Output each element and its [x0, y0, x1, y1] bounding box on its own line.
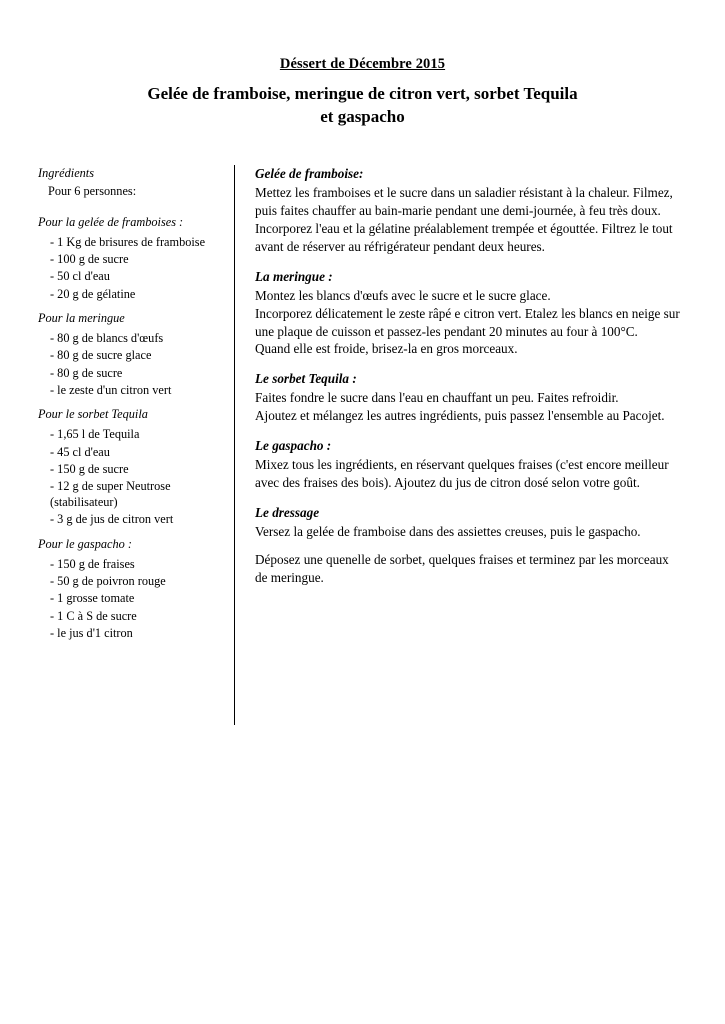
method-step	[255, 165, 681, 256]
ingredient-group-title: Pour la gelée de framboises :	[38, 214, 184, 229]
method-step-paragraph: Incorporez l'eau et la gélatine préalablement trempée et égouttée. Filtrez le tout avant de réserver au réfrigérateur pendant deux heures.	[255, 220, 673, 254]
method-step-paragraph: Incorporez délicatement le zeste râpé e citron vert. Etalez les blancs en neige sur une plaque de cuisson et passez-les pendant 20 minutes au four à 100°C.	[255, 305, 680, 339]
document-subtitle: Déssert de Décembre 2015	[279, 56, 446, 72]
ingredient-group-title: Pour le gaspacho :	[38, 536, 132, 551]
method-step	[255, 504, 681, 587]
method-step-paragraph: Faites fondre le sucre dans l'eau en chauffant un peu. Faites refroidir.	[255, 390, 619, 406]
method-step	[255, 370, 681, 425]
ingredients-column	[38, 165, 234, 725]
method-step	[255, 268, 681, 359]
method-step-title: La meringue :	[255, 268, 333, 284]
ingredients-heading: Ingrédients	[38, 165, 95, 180]
ingredient-item: - 80 g de sucre glace	[50, 348, 152, 363]
method-step-paragraph: Mixez tous les ingrédients, en réservant quelques fraises (c'est encore meilleur avec des fraises des bois). Ajoutez du jus de citron dosé selon votre goût.	[255, 457, 669, 491]
ingredient-item: - 1 grosse tomate	[50, 591, 135, 606]
method-step-paragraph: Déposez une quenelle de sorbet, quelques fraises et terminez par les morceaux de meringue.	[255, 552, 669, 585]
ingredient-item: - 50 cl d'eau	[50, 269, 110, 284]
page-title	[53, 83, 673, 129]
method-step-paragraph: Ajoutez et mélangez les autres ingrédients, puis passez l'ensemble au Pacojet.	[255, 408, 665, 424]
ingredient-item: - 100 g de sucre	[50, 252, 129, 267]
ingredient-item: - le jus d'1 citron	[50, 625, 133, 640]
method-step-title: Gelée de framboise:	[255, 165, 364, 181]
ingredient-item: - 12 g de super Neutrose (stabilisateur)	[50, 479, 171, 510]
ingredient-item: - le zeste d'un citron vert	[50, 382, 172, 397]
ingredient-item: - 3 g de jus de citron vert	[50, 512, 174, 527]
ingredient-group-title: Pour la meringue	[38, 310, 125, 325]
page-title-line-1: Gelée de framboise, meringue de citron vert, sorbet Tequila	[147, 84, 578, 103]
method-step-title: Le gaspacho :	[255, 438, 332, 454]
ingredient-group	[38, 214, 226, 302]
method-step-title: Le dressage	[255, 505, 320, 521]
method-step-title: Le sorbet Tequila :	[255, 371, 357, 387]
ingredient-item: - 80 g de sucre	[50, 365, 123, 380]
ingredient-item: - 1,65 l de Tequila	[50, 427, 140, 442]
ingredient-item: - 1 Kg de brisures de framboise	[50, 234, 206, 249]
method-column	[235, 165, 681, 725]
ingredient-item: - 45 cl d'eau	[50, 444, 110, 459]
ingredient-item: - 150 g de sucre	[50, 461, 129, 476]
ingredient-group-title: Pour le sorbet Tequila	[38, 407, 148, 421]
ingredient-item: - 150 g de fraises	[50, 557, 135, 571]
page-title-line-2: et gaspacho	[320, 106, 405, 126]
ingredient-item: - 20 g de gélatine	[50, 286, 136, 301]
ingredient-item: - 1 C à S de sucre	[50, 608, 137, 623]
content-columns	[0, 165, 725, 725]
ingredient-group	[38, 310, 226, 398]
ingredient-group	[38, 406, 226, 528]
ingredients-servings: Pour 6 personnes:	[48, 184, 137, 199]
ingredient-item: - 50 g de poivron rouge	[50, 574, 166, 589]
document-header	[0, 0, 725, 129]
method-step-paragraph: Versez la gelée de framboise dans des assiettes creuses, puis le gaspacho.	[255, 524, 641, 540]
method-step	[255, 437, 681, 492]
method-step-paragraph: Montez les blancs d'œufs avec le sucre et le sucre glace.	[255, 287, 551, 303]
method-step-paragraph: Quand elle est froide, brisez-la en gros morceaux.	[255, 341, 518, 357]
method-step-paragraph: Mettez les framboises et le sucre dans un saladier résistant à la chaleur. Filmez, puis faites chauffer au bain-marie pendant une demi-journée, à feu très doux.	[255, 184, 673, 218]
ingredient-group	[38, 536, 226, 641]
ingredient-item: - 80 g de blancs d'œufs	[50, 331, 164, 346]
